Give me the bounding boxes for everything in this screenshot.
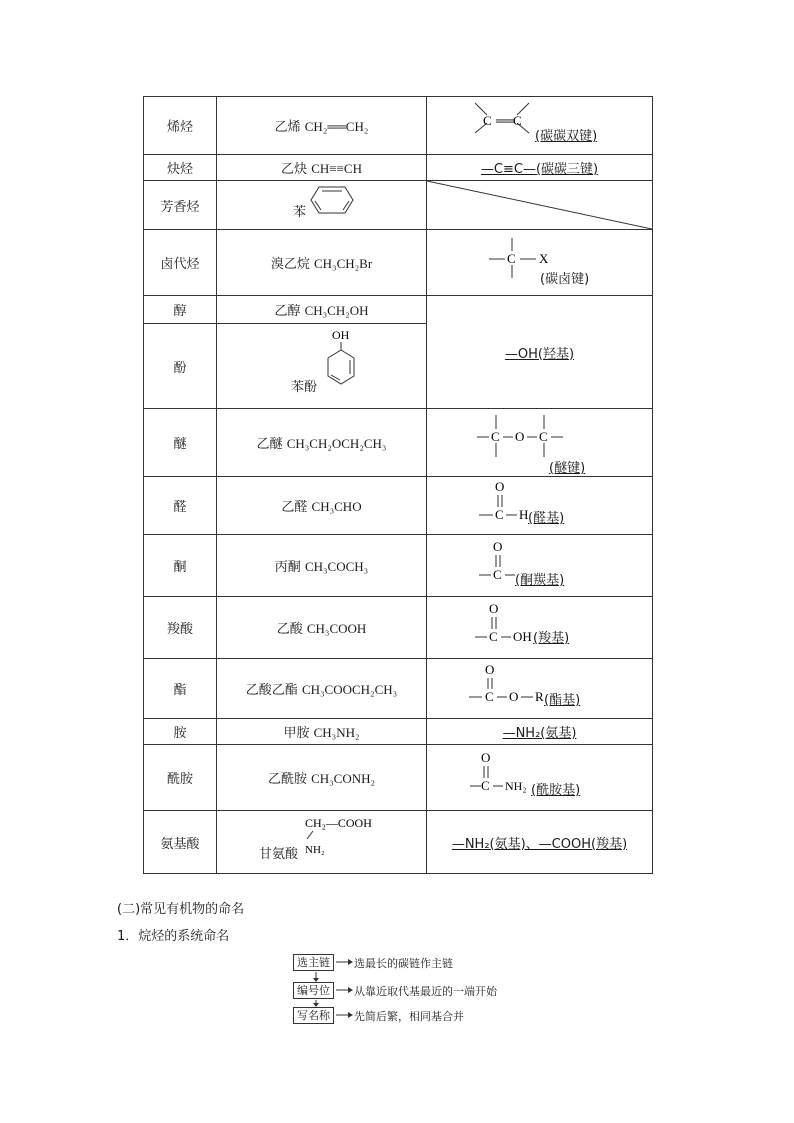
group-cell-empty — [427, 181, 653, 230]
class-cell: 醛 — [144, 477, 217, 535]
table-row — [144, 659, 653, 719]
table-row — [144, 811, 653, 874]
group-cell — [427, 477, 653, 535]
bond-line — [477, 477, 495, 533]
amide-structure — [479, 745, 559, 809]
ester-structure — [467, 659, 567, 717]
group-name: (酯基) — [544, 693, 581, 708]
flow-desc: 选最长的碳链作主链 — [354, 957, 453, 970]
diagonal-slash — [427, 181, 652, 229]
table-row — [144, 719, 653, 745]
class-cell: 酚 — [144, 324, 217, 409]
table-row — [144, 597, 653, 659]
example-cell — [217, 659, 427, 719]
amino-label: NH₂ — [305, 844, 325, 856]
flow-box: 编号位 — [293, 982, 334, 999]
atom-o: O — [495, 479, 505, 494]
example-name: 乙炔 — [281, 162, 308, 177]
example-name: 甘氨酸 — [259, 847, 299, 862]
functional-group-table — [143, 96, 653, 874]
example-cell — [217, 719, 427, 745]
example-name: 苯酚 — [291, 380, 318, 395]
example-formula: CH₃CHO — [311, 499, 362, 514]
table-row — [144, 745, 653, 811]
class-cell: 醇 — [144, 296, 217, 324]
example-cell — [217, 324, 427, 409]
group-name: —NH₂(氨基)、—COOH(羧基) — [451, 836, 628, 852]
atom-c: C — [493, 567, 502, 582]
example-cell — [217, 97, 427, 155]
group-name: (酰胺基) — [531, 783, 581, 798]
example-cell — [217, 745, 427, 811]
example-name: 苯 — [293, 205, 307, 220]
example-name: 乙醚 — [256, 437, 283, 452]
table-row — [144, 155, 653, 181]
class-cell: 酯 — [144, 659, 217, 719]
atom-o: O — [489, 601, 499, 616]
group-cell — [427, 409, 653, 477]
hydroxyl-label: OH — [513, 629, 532, 644]
example-name: 乙醇 — [274, 304, 301, 319]
example-cell — [217, 155, 427, 181]
example-formula: CH₃CH₂Br — [313, 256, 373, 271]
example-cell — [217, 535, 427, 597]
example-formula: CH₃CH₂OCH₂CH₃ — [286, 436, 387, 451]
example-cell — [217, 296, 427, 324]
table-row — [144, 181, 653, 230]
group-cell — [427, 597, 653, 659]
example-name: 丙酮 — [274, 560, 301, 575]
class-cell: 炔烃 — [144, 155, 217, 181]
class-cell: 羧酸 — [144, 597, 217, 659]
example-formula: CH₃COCH₃ — [304, 559, 369, 574]
group-name: (碳卤键) — [540, 272, 590, 287]
group-cell — [427, 155, 653, 181]
atom-r: R — [535, 689, 544, 704]
group-cell — [427, 230, 653, 296]
atom-o: O — [481, 750, 491, 765]
group-name: (醚键) — [549, 461, 586, 476]
atom-c: C — [539, 429, 548, 444]
example-cell — [217, 181, 427, 230]
example-name: 溴乙烷 — [270, 257, 310, 272]
atom-c: C — [513, 113, 522, 128]
class-cell: 芳香烃 — [144, 181, 217, 230]
table-row — [144, 296, 653, 324]
atom-o: O — [493, 539, 503, 554]
example-name: 乙烯 — [274, 120, 301, 135]
atom-c: C — [495, 507, 504, 522]
table-row — [144, 230, 653, 296]
example-formula: CH₃NH₂ — [313, 725, 360, 740]
flow-desc: 先简后繁，相同基合并 — [354, 1010, 464, 1023]
group-cell — [427, 659, 653, 719]
group-cell — [427, 296, 653, 409]
group-name: (醛基) — [528, 511, 565, 526]
example-name: 乙酸乙酯 — [245, 683, 298, 698]
atom-h: H — [519, 507, 529, 522]
group-cell — [427, 811, 653, 874]
table-row — [144, 477, 653, 535]
example-cell — [217, 409, 427, 477]
atom-c: C — [489, 629, 498, 644]
group-name: —C≡C—(碳碳三键) — [480, 162, 599, 177]
group-cell — [427, 97, 653, 155]
atom-c: C — [491, 429, 500, 444]
class-cell: 烯烃 — [144, 97, 217, 155]
group-name: (羧基) — [533, 631, 570, 646]
example-cell — [217, 477, 427, 535]
example-cell — [217, 597, 427, 659]
group-name: (酮羰基) — [515, 573, 565, 588]
group-cell — [427, 719, 653, 745]
example-name: 乙醛 — [281, 500, 308, 515]
example-name: 乙酰胺 — [267, 772, 307, 787]
example-formula: CH₃CONH₂ — [311, 771, 376, 786]
example-formula: CH₃COOH — [306, 621, 367, 636]
table-row — [144, 535, 653, 597]
flow-box: 写名称 — [293, 1007, 334, 1024]
atom-c: C — [485, 689, 494, 704]
atom-x: X — [539, 251, 549, 266]
flow-arrows — [286, 950, 356, 1020]
group-name: —NH₂(氨基) — [502, 726, 577, 741]
atom-o: O — [485, 662, 495, 677]
class-cell: 卤代烃 — [144, 230, 217, 296]
class-cell: 醚 — [144, 409, 217, 477]
example-formula: CH₃COOCH₂CH₃ — [301, 682, 398, 697]
table-row — [144, 409, 653, 477]
bond-line — [469, 745, 483, 809]
class-cell: 酰胺 — [144, 745, 217, 811]
class-cell: 氨基酸 — [144, 811, 217, 874]
hydroxyl-label: OH — [332, 328, 350, 342]
bond: ══ — [496, 113, 515, 128]
class-cell: 酮 — [144, 535, 217, 597]
phenol-structure — [325, 326, 359, 392]
group-name: (碳碳双键) — [535, 129, 598, 144]
table-row — [144, 97, 653, 155]
class-cell: 胺 — [144, 719, 217, 745]
atom-c: C — [483, 113, 492, 128]
example-formula: CH₃CH₂OH — [304, 303, 369, 318]
group-name: —OH(羟基) — [504, 346, 575, 362]
group-cell — [427, 535, 653, 597]
group-cell — [427, 745, 653, 811]
example-formula: CH₂══CH₂ — [304, 119, 369, 134]
glycine-structure — [301, 811, 401, 867]
amino-label: NH₂ — [505, 779, 527, 793]
section-title: (二)常见有机物的命名 — [117, 902, 245, 917]
flow-box: 选主链 — [293, 954, 334, 971]
benzene-ring-icon — [309, 185, 355, 215]
subsection-title: 1．烷烃的系统命名 — [117, 929, 230, 944]
example-cell — [217, 811, 427, 874]
atom-o: O — [509, 689, 519, 704]
example-formula: CH≡≡CH — [311, 161, 362, 176]
example-name: 乙酸 — [276, 622, 303, 637]
ch2-cooh-label: CH₂—COOH — [305, 816, 372, 830]
example-cell — [217, 230, 427, 296]
flow-desc: 从靠近取代基最近的一端开始 — [354, 985, 497, 998]
example-name: 甲胺 — [283, 726, 310, 741]
atom-o: O — [515, 429, 525, 444]
atom-c: C — [507, 251, 516, 266]
atom-c: C — [481, 778, 490, 793]
